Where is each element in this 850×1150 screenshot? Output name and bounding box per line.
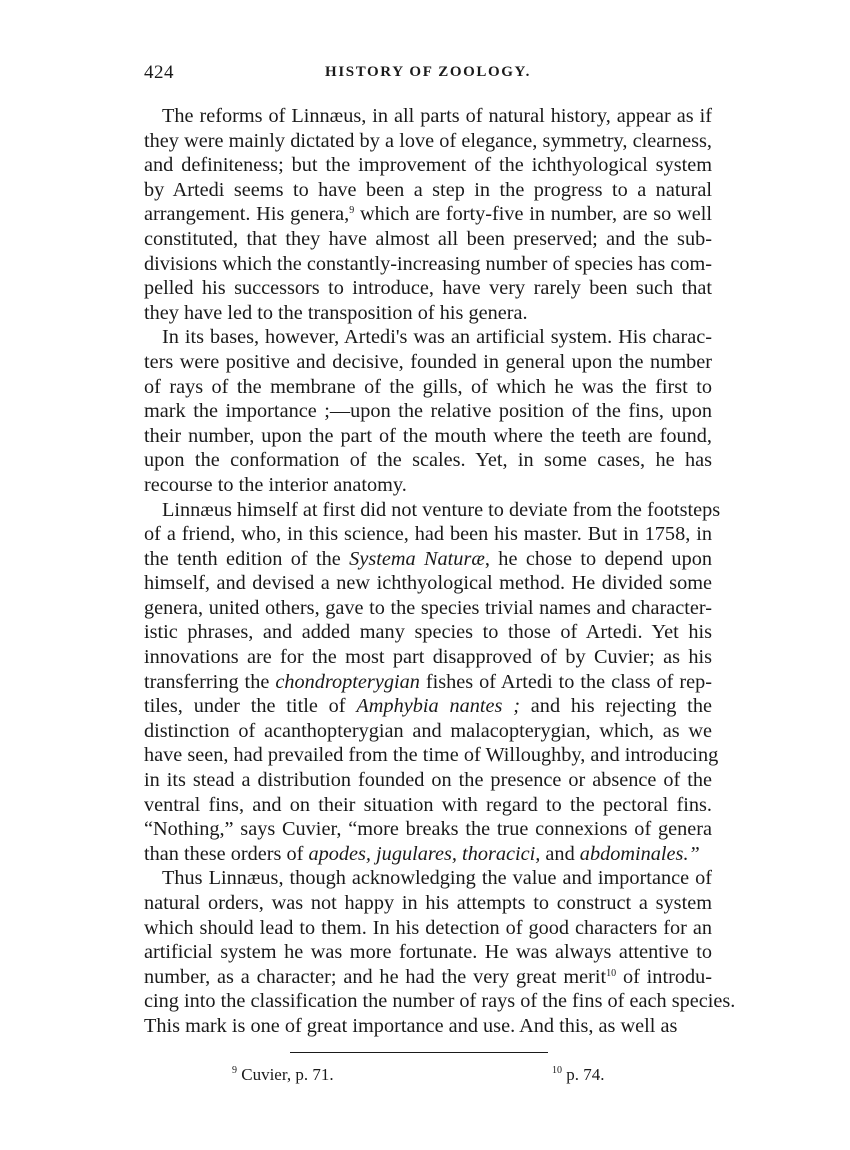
text-run: transferring the bbox=[144, 670, 276, 693]
text-run: ters were positive and decisive, founded in general upon the number bbox=[144, 350, 712, 373]
text-run: , he chose to depend upon bbox=[484, 547, 712, 570]
footnote-reference: 10 bbox=[606, 967, 617, 979]
text-line bbox=[144, 793, 712, 818]
text-line bbox=[144, 301, 712, 326]
text-line bbox=[144, 719, 712, 744]
text-run: arrangement. His genera, bbox=[144, 203, 350, 226]
text-line bbox=[144, 498, 721, 523]
text-run: This mark is one of great importance and use. And this, as well as bbox=[144, 1014, 678, 1037]
text-run: Linnæus himself at first did not venture to deviate from the footsteps bbox=[162, 498, 721, 521]
text-line bbox=[144, 276, 712, 301]
text-run: genera, united others, gave to the species trivial names and character- bbox=[144, 596, 712, 619]
text-line bbox=[144, 866, 712, 891]
text-line bbox=[144, 104, 712, 129]
text-line bbox=[144, 178, 712, 203]
text-run: The reforms of Linnæus, in all parts of natural history, appear as if bbox=[162, 105, 712, 127]
footnote-reference: 9 bbox=[349, 205, 355, 217]
text-line bbox=[144, 448, 712, 473]
text-run: divisions which the constantly-increasing number of species has com- bbox=[144, 252, 712, 275]
text-line bbox=[144, 473, 712, 498]
text-line bbox=[144, 252, 712, 277]
text-line bbox=[144, 399, 712, 424]
text-run: “Nothing,” says Cuvier, “more breaks the true connexions of genera bbox=[144, 818, 712, 841]
footnote-rule bbox=[290, 1052, 548, 1053]
footnote-10 bbox=[552, 1065, 605, 1085]
text-run: than these orders of bbox=[144, 842, 309, 865]
text-line bbox=[144, 129, 712, 154]
text-line bbox=[144, 375, 712, 400]
running-title: HISTORY OF ZOOLOGY. bbox=[325, 64, 531, 80]
text-run: tiles, under the title of bbox=[144, 695, 357, 718]
paragraph bbox=[144, 866, 736, 1038]
paragraph bbox=[144, 498, 721, 867]
text-run: Thus Linnæus, though acknowledging the value and importance of bbox=[162, 867, 712, 890]
text-line bbox=[144, 965, 712, 990]
text-run: they were mainly dictated by a love of elegance, symmetry, clearness, bbox=[144, 129, 712, 152]
text-line bbox=[144, 1014, 712, 1039]
text-line bbox=[144, 596, 712, 621]
text-run: constituted, that they have almost all been preserved; and the sub- bbox=[144, 227, 712, 250]
text-line bbox=[144, 153, 712, 178]
text-run: of introdu- bbox=[616, 965, 713, 988]
text-line bbox=[144, 891, 712, 916]
footnote-9 bbox=[232, 1065, 334, 1085]
text-line bbox=[144, 645, 712, 670]
text-line bbox=[144, 940, 712, 965]
text-line bbox=[144, 989, 736, 1014]
text-line bbox=[144, 227, 712, 252]
text-run: ventral fins, and on their situation with regard to the pectoral fins. bbox=[144, 793, 712, 816]
text-run: innovations are for the most part disapproved of by Cuvier; as his bbox=[144, 646, 712, 669]
text-run: and his rejecting the bbox=[519, 695, 712, 718]
footnotes bbox=[144, 1065, 712, 1089]
text-run: and definiteness; but the improvement of the ichthyological system bbox=[144, 154, 712, 177]
text-line bbox=[144, 424, 712, 449]
text-run: their number, upon the part of the mouth where the teeth are found, bbox=[144, 424, 712, 447]
text-run: and bbox=[540, 842, 580, 865]
text-line bbox=[144, 768, 712, 793]
text-run: artificial system he was more fortunate. He was always attentive to bbox=[144, 941, 712, 964]
footnote-text: Cuvier, p. 71. bbox=[237, 1065, 334, 1084]
text-run: mark the importance ;—upon the relative position of the fins, upon bbox=[144, 400, 712, 423]
text-run: of a friend, who, in this science, had been his master. But in 1758, in bbox=[144, 523, 712, 546]
body-text bbox=[144, 104, 736, 1039]
footnote-marker: 9 bbox=[232, 1065, 237, 1076]
text-run: himself, and devised a new ichthyological method. He divided some bbox=[144, 572, 712, 595]
text-run: the tenth edition of the bbox=[144, 547, 350, 570]
text-run: which should lead to them. In his detection of good characters for an bbox=[144, 916, 712, 939]
text-line bbox=[144, 842, 712, 867]
text-line bbox=[144, 817, 712, 842]
text-run: distinction of acanthopterygian and malacopterygian, which, as we bbox=[144, 719, 712, 742]
text-run: by Artedi seems to have been a step in the progress to a natural bbox=[144, 178, 712, 201]
text-line bbox=[144, 350, 712, 375]
text-line bbox=[144, 325, 712, 350]
paragraph bbox=[144, 104, 712, 325]
text-run: pelled his successors to introduce, have very rarely been such that bbox=[144, 277, 712, 300]
text-run: which are forty-five in number, are so well bbox=[354, 203, 712, 226]
text-run: have seen, had prevailed from the time of Willoughby, and introducing bbox=[144, 744, 719, 767]
text-run: cing into the classification the number of rays of the fins of each species. bbox=[144, 990, 736, 1013]
text-run: fishes of Artedi to the class of rep- bbox=[419, 670, 712, 693]
italic-run: Systema Naturæ bbox=[349, 547, 485, 570]
text-run: in its stead a distribution founded on the presence or absence of the bbox=[144, 769, 712, 792]
text-run: upon the conformation of the scales. Yet, in some cases, he has bbox=[144, 449, 712, 472]
text-line bbox=[144, 202, 712, 227]
footnote-marker: 10 bbox=[552, 1065, 562, 1076]
page-number: 424 bbox=[144, 62, 174, 83]
text-line bbox=[144, 743, 719, 768]
italic-run: apodes, jugulares, thoracici, bbox=[308, 842, 541, 865]
text-line bbox=[144, 571, 712, 596]
text-run: of rays of the membrane of the gills, of which he was the first to bbox=[144, 375, 712, 398]
text-run: number, as a character; and he had the very great merit bbox=[144, 965, 607, 988]
text-line bbox=[144, 916, 712, 941]
text-run: In its bases, however, Artedi's was an artificial system. His charac- bbox=[162, 326, 712, 349]
text-line bbox=[144, 694, 712, 719]
text-run: they have led to the transposition of his genera. bbox=[144, 301, 528, 324]
text-line bbox=[144, 620, 712, 645]
text-run: istic phrases, and added many species to those of Artedi. Yet his bbox=[144, 621, 712, 644]
italic-run: abdominales.” bbox=[579, 842, 700, 865]
italic-run: chondropterygian bbox=[275, 670, 420, 693]
running-head bbox=[144, 62, 712, 86]
text-line bbox=[144, 547, 712, 572]
text-line bbox=[144, 670, 712, 695]
paragraph bbox=[144, 325, 712, 497]
text-line bbox=[144, 522, 712, 547]
text-run: natural orders, was not happy in his attempts to construct a system bbox=[144, 892, 712, 914]
footnote-text: p. 74. bbox=[562, 1065, 605, 1084]
text-run: recourse to the interior anatomy. bbox=[144, 473, 407, 496]
italic-run: Amphybia nantes ; bbox=[356, 695, 520, 718]
